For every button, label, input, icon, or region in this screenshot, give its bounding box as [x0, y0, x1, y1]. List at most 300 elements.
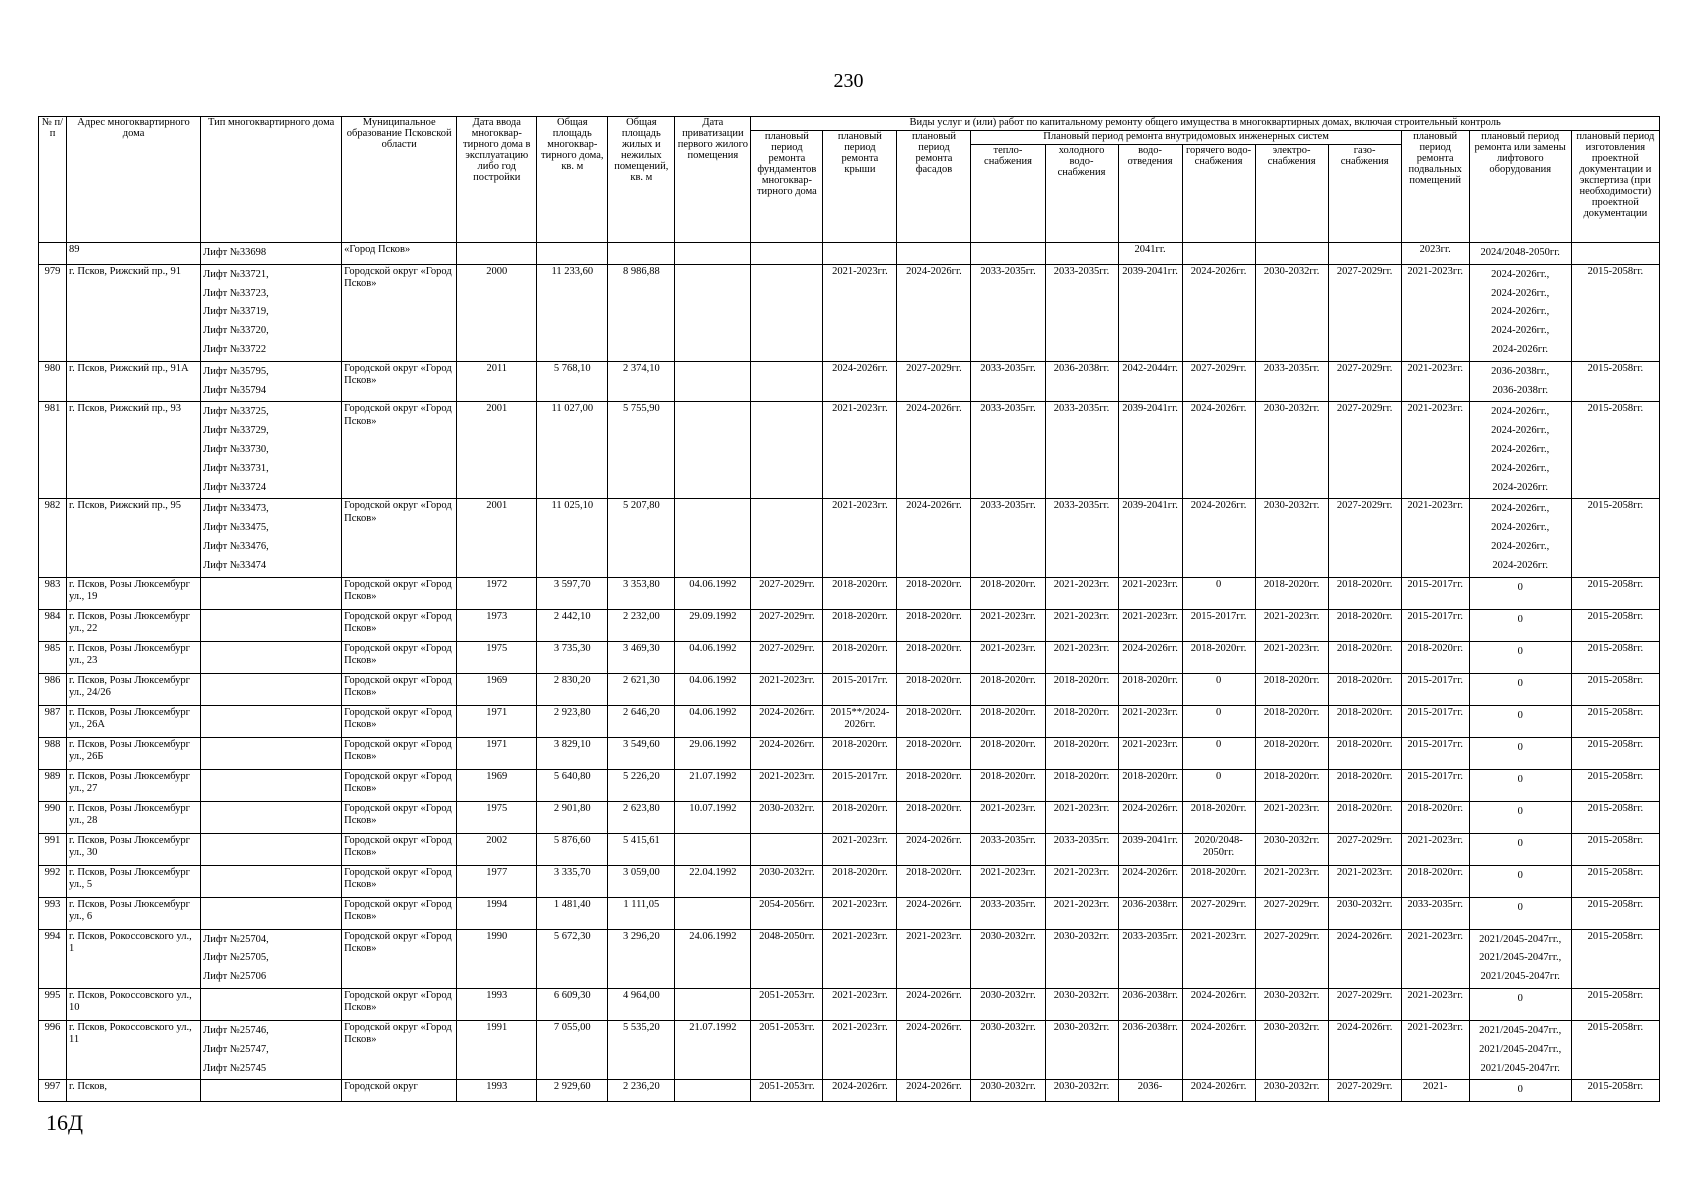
row-gas-period: 2024-2026гг.: [1328, 929, 1401, 988]
row-electric-period: 2030-2032гг.: [1255, 499, 1328, 577]
row-docs-period: 2015-2058гг.: [1571, 609, 1659, 641]
row-total-area: 2 923,80: [537, 705, 608, 737]
row-cold-water-period: 2021-2023гг.: [1045, 609, 1118, 641]
table-body: [39, 243, 1660, 1102]
row-building-type: [201, 897, 342, 929]
row-basement-period: 2021-2023гг.: [1401, 1020, 1469, 1079]
row-total-area: 2 929,60: [537, 1080, 608, 1102]
row-cold-water-period: 2036-2038гг.: [1045, 361, 1118, 402]
row-docs-period: 2015-2058гг.: [1571, 499, 1659, 577]
row-building-type: [201, 737, 342, 769]
row-drainage-period: 2021-2023гг.: [1118, 609, 1182, 641]
lift-period-line: 2024-2026гг.,: [1491, 462, 1550, 474]
row-cold-water-period: 2021-2023гг.: [1045, 577, 1118, 609]
row-foundation-period: 2024-2026гг.: [751, 737, 823, 769]
row-basement-period: 2015-2017гг.: [1401, 673, 1469, 705]
row-heat-period: 2033-2035гг.: [971, 833, 1045, 865]
lift-period-line: 2024-2026гг.: [1492, 481, 1548, 493]
row-hot-water-period: 2024-2026гг.: [1182, 499, 1255, 577]
row-total-area: 2 901,80: [537, 801, 608, 833]
row-basement-period: 2021-2023гг.: [1401, 833, 1469, 865]
row-electric-period: 2021-2023гг.: [1255, 865, 1328, 897]
header-engineering-group: Плановый период ремонта внутридомовых инженерных систем: [971, 131, 1401, 145]
row-commission-year: 1969: [457, 673, 537, 705]
lift-id: Лифт №33722: [203, 343, 267, 355]
row-heat-period: 2033-2035гг.: [971, 361, 1045, 402]
row-total-area: 1 481,40: [537, 897, 608, 929]
row-drainage-period: 2039-2041гг.: [1118, 833, 1182, 865]
header-address: Адрес многоквартирного дома: [67, 117, 201, 243]
row-electric-period: 2021-2023гг.: [1255, 801, 1328, 833]
row-electric-period: 2027-2029гг.: [1255, 897, 1328, 929]
row-facade-period: 2018-2020гг.: [897, 577, 971, 609]
row-roof-period: 2021-2023гг.: [823, 988, 897, 1020]
row-address: г. Псков, Розы Люксембург ул., 23: [67, 641, 201, 673]
row-foundation-period: [751, 833, 823, 865]
header-hot-water: горячего водо-снабжения: [1182, 145, 1255, 243]
row-basement-period: 2033-2035гг.: [1401, 897, 1469, 929]
row-facade-period: 2018-2020гг.: [897, 673, 971, 705]
row-total-area: 6 609,30: [537, 988, 608, 1020]
row-cold-water-period: 2030-2032гг.: [1045, 1080, 1118, 1102]
row-foundation-period: 2051-2053гг.: [751, 1020, 823, 1079]
row-living-area: 5 415,61: [608, 833, 675, 865]
row-electric-period: 2033-2035гг.: [1255, 361, 1328, 402]
row-foundation-period: 2027-2029гг.: [751, 577, 823, 609]
row-roof-period: 2021-2023гг.: [823, 897, 897, 929]
lift-period-line: 0: [1517, 869, 1523, 881]
row-docs-period: 2015-2058гг.: [1571, 705, 1659, 737]
row-cold-water-period: 2018-2020гг.: [1045, 769, 1118, 801]
row-heat-period: 2030-2032гг.: [971, 1080, 1045, 1102]
row-commission-year: 2001: [457, 402, 537, 499]
row-roof-period: 2024-2026гг.: [823, 1080, 897, 1102]
row-basement-period: 2021-2023гг.: [1401, 402, 1469, 499]
row-docs-period: 2015-2058гг.: [1571, 988, 1659, 1020]
row-docs-period: 2015-2058гг.: [1571, 737, 1659, 769]
row-electric-period: 2030-2032гг.: [1255, 833, 1328, 865]
row-address: г. Псков, Рокоссовского ул., 1: [67, 929, 201, 988]
row-gas-period: 2027-2029гг.: [1328, 988, 1401, 1020]
row-electric-period: 2027-2029гг.: [1255, 929, 1328, 988]
row-facade-period: 2018-2020гг.: [897, 705, 971, 737]
row-roof-period: 2018-2020гг.: [823, 801, 897, 833]
row-basement-period: 2015-2017гг.: [1401, 609, 1469, 641]
row-lift-period: [1469, 264, 1571, 361]
row-commission-year: 1972: [457, 577, 537, 609]
row-basement-period: 2021-2023гг.: [1401, 361, 1469, 402]
row-municipality: «Город Псков»: [342, 243, 457, 265]
row-facade-period: 2018-2020гг.: [897, 865, 971, 897]
row-cold-water-period: [1045, 243, 1118, 265]
table-row: [39, 673, 1660, 705]
row-roof-period: 2021-2023гг.: [823, 499, 897, 577]
row-hot-water-period: 2020/2048-2050гг.: [1182, 833, 1255, 865]
lift-id: Лифт №33729,: [203, 425, 269, 437]
lift-id: Лифт №33725,: [203, 406, 269, 418]
row-number: 997: [39, 1080, 67, 1102]
row-drainage-period: 2039-2041гг.: [1118, 264, 1182, 361]
lift-period-line: 0: [1517, 613, 1523, 625]
row-hot-water-period: 2024-2026гг.: [1182, 988, 1255, 1020]
row-docs-period: 2015-2058гг.: [1571, 833, 1659, 865]
row-total-area: 5 768,10: [537, 361, 608, 402]
row-gas-period: 2018-2020гг.: [1328, 801, 1401, 833]
row-basement-period: 2021-2023гг.: [1401, 988, 1469, 1020]
row-privatization-date: 04.06.1992: [675, 673, 751, 705]
row-docs-period: 2015-2058гг.: [1571, 865, 1659, 897]
header-municipality: Муниципальное образование Псковской области: [342, 117, 457, 243]
lift-id: Лифт №33698: [203, 247, 267, 258]
row-drainage-period: 2018-2020гг.: [1118, 673, 1182, 705]
table-row: [39, 264, 1660, 361]
header-living-area: Общая площадь жилых и нежилых помещений, кв. м: [608, 117, 675, 243]
row-foundation-period: 2054-2056гг.: [751, 897, 823, 929]
header-foundation: плановый период ремонта фундаментов многоквар-тирного дома: [751, 131, 823, 243]
row-building-type: [201, 833, 342, 865]
row-hot-water-period: 2015-2017гг.: [1182, 609, 1255, 641]
row-heat-period: 2033-2035гг.: [971, 264, 1045, 361]
row-number: 985: [39, 641, 67, 673]
footer-code: 16Д: [46, 1110, 84, 1135]
lift-period-line: 2021/2045-2047гг.,: [1479, 1043, 1562, 1055]
header-gas: газо-снабжения: [1328, 145, 1401, 243]
row-building-type: [201, 988, 342, 1020]
row-lift-period: [1469, 1020, 1571, 1079]
lift-period-line: 2024-2026гг.,: [1491, 503, 1550, 515]
row-commission-year: 2000: [457, 264, 537, 361]
header-heat: тепло-снабжения: [971, 145, 1045, 243]
row-hot-water-period: 2024-2026гг.: [1182, 402, 1255, 499]
row-total-area: 2 442,10: [537, 609, 608, 641]
row-heat-period: 2030-2032гг.: [971, 929, 1045, 988]
header-electric: электро-снабжения: [1255, 145, 1328, 243]
table-row: [39, 988, 1660, 1020]
row-basement-period: 2018-2020гг.: [1401, 865, 1469, 897]
row-cold-water-period: 2018-2020гг.: [1045, 673, 1118, 705]
row-electric-period: 2030-2032гг.: [1255, 1080, 1328, 1102]
header-drainage: водо-отведения: [1118, 145, 1182, 243]
row-total-area: 2 830,20: [537, 673, 608, 705]
row-lift-period: [1469, 897, 1571, 929]
row-roof-period: 2018-2020гг.: [823, 609, 897, 641]
row-foundation-period: [751, 499, 823, 577]
row-docs-period: 2015-2058гг.: [1571, 1080, 1659, 1102]
row-building-type: [201, 577, 342, 609]
row-privatization-date: [675, 402, 751, 499]
row-building-type: [201, 1080, 342, 1102]
row-commission-year: 2002: [457, 833, 537, 865]
row-number: 981: [39, 402, 67, 499]
table-row: [39, 499, 1660, 577]
lift-id: Лифт №33719,: [203, 306, 269, 318]
row-drainage-period: 2036-2038гг.: [1118, 897, 1182, 929]
row-address: г. Псков, Розы Люксембург ул., 5: [67, 865, 201, 897]
lift-id: Лифт №35794: [203, 384, 267, 396]
table-row: [39, 801, 1660, 833]
lift-period-line: 0: [1517, 709, 1523, 721]
row-total-area: 3 735,30: [537, 641, 608, 673]
lift-period-line: 0: [1517, 741, 1523, 753]
table-row: [39, 929, 1660, 988]
row-drainage-period: 2036-2038гг.: [1118, 1020, 1182, 1079]
lift-id: Лифт №25746,: [203, 1024, 269, 1036]
row-lift-period: [1469, 737, 1571, 769]
row-building-type: [201, 264, 342, 361]
row-heat-period: 2018-2020гг.: [971, 577, 1045, 609]
header-building-type: Тип многоквартирного дома: [201, 117, 342, 243]
row-address: г. Псков, Розы Люксембург ул., 6: [67, 897, 201, 929]
row-hot-water-period: [1182, 243, 1255, 265]
row-municipality: Городской округ «Город Псков»: [342, 929, 457, 988]
row-lift-period: [1469, 705, 1571, 737]
row-total-area: 11 233,60: [537, 264, 608, 361]
row-number: 989: [39, 769, 67, 801]
row-commission-year: 1993: [457, 1080, 537, 1102]
lift-period-line: 0: [1517, 645, 1523, 657]
row-number: 992: [39, 865, 67, 897]
row-basement-period: 2015-2017гг.: [1401, 769, 1469, 801]
row-basement-period: 2023гг.: [1401, 243, 1469, 265]
row-electric-period: [1255, 243, 1328, 265]
row-drainage-period: 2018-2020гг.: [1118, 769, 1182, 801]
lift-period-line: 2024-2026гг.: [1492, 343, 1548, 355]
table-row: [39, 243, 1660, 265]
row-number: 979: [39, 264, 67, 361]
row-roof-period: 2015-2017гг.: [823, 769, 897, 801]
row-docs-period: 2015-2058гг.: [1571, 361, 1659, 402]
row-gas-period: 2027-2029гг.: [1328, 499, 1401, 577]
row-cold-water-period: 2030-2032гг.: [1045, 988, 1118, 1020]
row-commission-year: 1994: [457, 897, 537, 929]
row-address: г. Псков, Рижский пр., 91А: [67, 361, 201, 402]
row-heat-period: 2033-2035гг.: [971, 499, 1045, 577]
row-address: г. Псков, Рокоссовского ул., 11: [67, 1020, 201, 1079]
row-heat-period: 2021-2023гг.: [971, 865, 1045, 897]
row-living-area: 4 964,00: [608, 988, 675, 1020]
row-number: 987: [39, 705, 67, 737]
row-municipality: Городской округ «Город Псков»: [342, 361, 457, 402]
row-drainage-period: 2024-2026гг.: [1118, 641, 1182, 673]
row-electric-period: 2021-2023гг.: [1255, 641, 1328, 673]
page-number: 230: [833, 70, 864, 92]
row-roof-period: 2021-2023гг.: [823, 833, 897, 865]
row-basement-period: 2021-2023гг.: [1401, 929, 1469, 988]
row-lift-period: [1469, 929, 1571, 988]
row-municipality: Городской округ «Город Псков»: [342, 833, 457, 865]
row-foundation-period: 2030-2032гг.: [751, 801, 823, 833]
row-living-area: 2 621,30: [608, 673, 675, 705]
row-living-area: 5 535,20: [608, 1020, 675, 1079]
row-living-area: 1 111,05: [608, 897, 675, 929]
lift-period-line: 2024-2026гг.: [1492, 559, 1548, 571]
row-roof-period: 2024-2026гг.: [823, 361, 897, 402]
row-drainage-period: 2033-2035гг.: [1118, 929, 1182, 988]
row-electric-period: 2018-2020гг.: [1255, 673, 1328, 705]
row-docs-period: 2015-2058гг.: [1571, 673, 1659, 705]
row-facade-period: 2018-2020гг.: [897, 609, 971, 641]
header-cold-water: холодного водо-снабжения: [1045, 145, 1118, 243]
lift-id: Лифт №33476,: [203, 540, 269, 552]
header-number: № п/п: [39, 117, 67, 243]
row-gas-period: 2018-2020гг.: [1328, 577, 1401, 609]
row-living-area: 2 646,20: [608, 705, 675, 737]
row-address: г. Псков, Розы Люксембург ул., 27: [67, 769, 201, 801]
row-roof-period: [823, 243, 897, 265]
row-number: 991: [39, 833, 67, 865]
row-facade-period: 2024-2026гг.: [897, 833, 971, 865]
row-cold-water-period: 2018-2020гг.: [1045, 705, 1118, 737]
lift-period-line: 2024-2026гг.,: [1491, 522, 1550, 534]
row-hot-water-period: 0: [1182, 577, 1255, 609]
row-number: 988: [39, 737, 67, 769]
row-lift-period: [1469, 988, 1571, 1020]
row-heat-period: 2030-2032гг.: [971, 988, 1045, 1020]
row-cold-water-period: 2030-2032гг.: [1045, 1020, 1118, 1079]
lift-period-line: 2036-2038гг.: [1492, 384, 1548, 396]
row-address: г. Псков,: [67, 1080, 201, 1102]
row-cold-water-period: 2033-2035гг.: [1045, 402, 1118, 499]
row-building-type: [201, 609, 342, 641]
row-total-area: 5 672,30: [537, 929, 608, 988]
row-roof-period: 2021-2023гг.: [823, 1020, 897, 1079]
row-facade-period: 2024-2026гг.: [897, 264, 971, 361]
row-cold-water-period: 2030-2032гг.: [1045, 929, 1118, 988]
row-building-type: [201, 1020, 342, 1079]
row-docs-period: 2015-2058гг.: [1571, 402, 1659, 499]
row-privatization-date: 24.06.1992: [675, 929, 751, 988]
lift-period-line: 2024-2026гг.,: [1491, 287, 1550, 299]
table-row: [39, 402, 1660, 499]
row-gas-period: 2027-2029гг.: [1328, 361, 1401, 402]
row-lift-period: [1469, 1080, 1571, 1102]
row-cold-water-period: 2033-2035гг.: [1045, 264, 1118, 361]
row-heat-period: 2033-2035гг.: [971, 402, 1045, 499]
row-living-area: 2 236,20: [608, 1080, 675, 1102]
row-address: г. Псков, Розы Люксембург ул., 26Б: [67, 737, 201, 769]
lift-period-line: 0: [1517, 1084, 1523, 1096]
lift-id: Лифт №33730,: [203, 443, 269, 455]
row-foundation-period: 2021-2023гг.: [751, 673, 823, 705]
lift-period-line: 2024/2048-2050гг.: [1480, 247, 1560, 258]
row-privatization-date: [675, 361, 751, 402]
row-total-area: 7 055,00: [537, 1020, 608, 1079]
row-number: 993: [39, 897, 67, 929]
row-docs-period: 2015-2058гг.: [1571, 769, 1659, 801]
row-lift-period: [1469, 833, 1571, 865]
row-docs-period: 2015-2058гг.: [1571, 641, 1659, 673]
row-municipality: Городской округ «Город Псков»: [342, 988, 457, 1020]
row-hot-water-period: 2024-2026гг.: [1182, 1080, 1255, 1102]
lift-period-line: 2024-2026гг.,: [1491, 540, 1550, 552]
row-hot-water-period: 0: [1182, 673, 1255, 705]
header-lift: плановый период ремонта или замены лифтового оборудования: [1469, 131, 1571, 243]
row-roof-period: 2018-2020гг.: [823, 577, 897, 609]
row-total-area: 5 640,80: [537, 769, 608, 801]
lift-period-line: 2024-2026гг.,: [1491, 268, 1550, 280]
row-gas-period: 2027-2029гг.: [1328, 402, 1401, 499]
row-living-area: 3 469,30: [608, 641, 675, 673]
row-drainage-period: 2024-2026гг.: [1118, 801, 1182, 833]
row-building-type: [201, 243, 342, 265]
row-basement-period: 2018-2020гг.: [1401, 641, 1469, 673]
row-electric-period: 2030-2032гг.: [1255, 988, 1328, 1020]
lift-period-line: 0: [1517, 992, 1523, 1004]
row-drainage-period: 2021-2023гг.: [1118, 737, 1182, 769]
row-drainage-period: 2036-: [1118, 1080, 1182, 1102]
row-gas-period: [1328, 243, 1401, 265]
row-docs-period: 2015-2058гг.: [1571, 801, 1659, 833]
row-municipality: Городской округ «Город Псков»: [342, 264, 457, 361]
lift-period-line: 2021/2045-2047гг.: [1480, 971, 1560, 983]
row-building-type: [201, 705, 342, 737]
row-docs-period: [1571, 243, 1659, 265]
row-facade-period: 2018-2020гг.: [897, 769, 971, 801]
row-gas-period: 2018-2020гг.: [1328, 705, 1401, 737]
row-foundation-period: [751, 402, 823, 499]
header-basement: плановый период ремонта подвальных помещений: [1401, 131, 1469, 243]
row-address: 89: [67, 243, 201, 265]
row-number: 994: [39, 929, 67, 988]
row-municipality: Городской округ: [342, 1080, 457, 1102]
row-cold-water-period: 2018-2020гг.: [1045, 737, 1118, 769]
row-building-type: [201, 673, 342, 705]
table-row: [39, 833, 1660, 865]
row-privatization-date: 04.06.1992: [675, 577, 751, 609]
lift-period-line: 2021/2045-2047гг.: [1480, 1062, 1560, 1074]
row-basement-period: 2015-2017гг.: [1401, 705, 1469, 737]
table-row: [39, 577, 1660, 609]
row-electric-period: 2030-2032гг.: [1255, 264, 1328, 361]
row-gas-period: 2021-2023гг.: [1328, 865, 1401, 897]
row-lift-period: [1469, 402, 1571, 499]
row-living-area: 3 549,60: [608, 737, 675, 769]
lift-period-line: 2021/2045-2047гг.,: [1479, 952, 1562, 964]
row-heat-period: 2018-2020гг.: [971, 705, 1045, 737]
row-privatization-date: 29.09.1992: [675, 609, 751, 641]
row-hot-water-period: 2027-2029гг.: [1182, 897, 1255, 929]
row-foundation-period: 2051-2053гг.: [751, 988, 823, 1020]
lift-id: Лифт №33721,: [203, 268, 269, 280]
table-row: [39, 769, 1660, 801]
row-facade-period: 2024-2026гг.: [897, 1080, 971, 1102]
row-address: г. Псков, Розы Люксембург ул., 28: [67, 801, 201, 833]
row-number: 982: [39, 499, 67, 577]
row-total-area: 3 335,70: [537, 865, 608, 897]
lift-id: Лифт №33475,: [203, 522, 269, 534]
row-foundation-period: [751, 264, 823, 361]
table-row: [39, 865, 1660, 897]
row-hot-water-period: 2018-2020гг.: [1182, 865, 1255, 897]
row-municipality: Городской округ «Город Псков»: [342, 609, 457, 641]
row-roof-period: 2021-2023гг.: [823, 402, 897, 499]
lift-id: Лифт №35795,: [203, 365, 269, 377]
row-electric-period: 2021-2023гг.: [1255, 609, 1328, 641]
row-municipality: Городской округ «Город Псков»: [342, 769, 457, 801]
row-electric-period: 2018-2020гг.: [1255, 769, 1328, 801]
row-lift-period: [1469, 609, 1571, 641]
row-heat-period: 2021-2023гг.: [971, 641, 1045, 673]
row-drainage-period: 2021-2023гг.: [1118, 577, 1182, 609]
row-facade-period: 2018-2020гг.: [897, 801, 971, 833]
row-lift-period: [1469, 865, 1571, 897]
table-row: [39, 705, 1660, 737]
row-basement-period: 2015-2017гг.: [1401, 737, 1469, 769]
table-row: [39, 609, 1660, 641]
row-building-type: [201, 929, 342, 988]
row-foundation-period: 2021-2023гг.: [751, 769, 823, 801]
row-commission-year: 2011: [457, 361, 537, 402]
